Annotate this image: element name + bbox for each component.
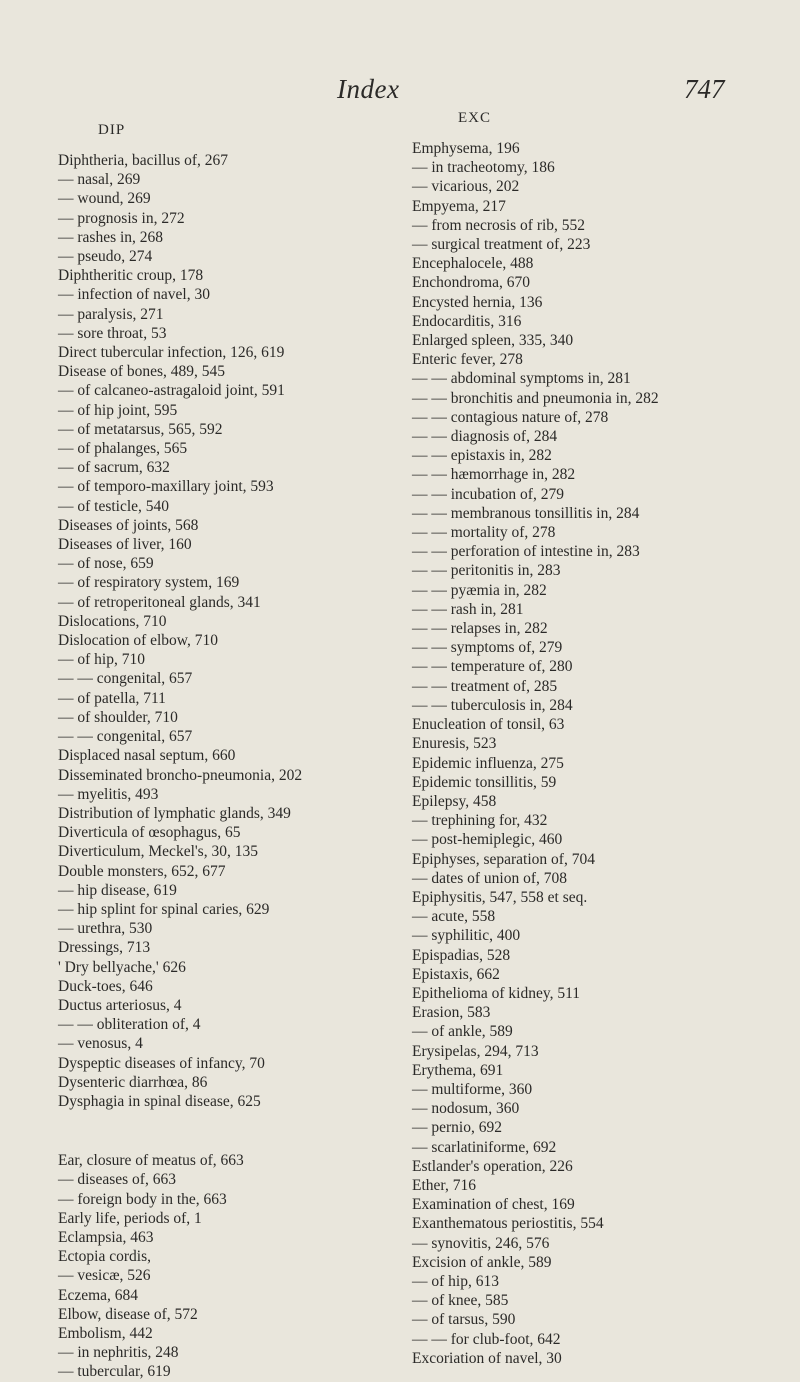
page-number: 747 <box>684 74 725 104</box>
index-entry: — myelitis, 493 <box>58 785 159 803</box>
index-entry: Diphtheria, bacillus of, 267 <box>58 152 229 169</box>
index-entry: — of ankle, 589 <box>412 1023 513 1041</box>
index-entry: Dressings, 713 <box>58 939 151 957</box>
index-entry: Exanthematous periostitis, 554 <box>412 1215 604 1233</box>
index-entry: — — for club-foot, 642 <box>412 1330 561 1348</box>
running-title: Index <box>337 74 400 104</box>
index-entry: — of phalanges, 565 <box>58 440 188 458</box>
index-entry: Eczema, 684 <box>58 1286 139 1304</box>
index-entry: — prognosis in, 272 <box>58 209 185 227</box>
index-entry: — surgical treatment of, 223 <box>412 236 591 254</box>
index-entry: — scarlatiniforme, 692 <box>412 1138 557 1156</box>
index-entry: Endocarditis, 316 <box>412 312 522 330</box>
index-entry: Enlarged spleen, 335, 340 <box>412 332 574 350</box>
index-entry: — of tarsus, 590 <box>412 1311 516 1329</box>
index-entry: Early life, periods of, 1 <box>58 1209 202 1227</box>
index-entry: — — abdominal symptoms in, 281 <box>412 370 631 388</box>
index-entry: Double monsters, 652, 677 <box>58 862 226 880</box>
index-entry: — — temperature of, 280 <box>412 658 573 676</box>
index-entry: Ear, closure of meatus of, 663 <box>58 1152 244 1170</box>
index-entry: — hip splint for spinal caries, 629 <box>58 900 270 918</box>
index-entry: Ectopia cordis, <box>58 1248 151 1266</box>
right-catchword: EXC <box>458 110 491 126</box>
index-entry: Epistaxis, 662 <box>412 965 500 983</box>
index-entry: — syphilitic, 400 <box>412 927 521 945</box>
index-entry: — — membranous tonsillitis in, 284 <box>412 504 640 522</box>
index-entry: — — incubation of, 279 <box>412 485 564 503</box>
index-entry: Eclampsia, 463 <box>58 1228 154 1246</box>
index-entry: — of sacrum, 632 <box>58 459 170 477</box>
index-entry: — synovitis, 246, 576 <box>412 1234 550 1252</box>
index-entry: — of testicle, 540 <box>58 497 170 515</box>
index-entry: — of hip, 613 <box>412 1272 499 1290</box>
index-entry: Erythema, 691 <box>412 1061 504 1079</box>
index-entry: — of patella, 711 <box>58 689 166 707</box>
index-entry: Displaced nasal septum, 660 <box>58 747 236 765</box>
index-entry: Dislocation of elbow, 710 <box>58 632 218 650</box>
index-entry: Diphtheritic croup, 178 <box>58 267 204 285</box>
index-entry: Dyspeptic diseases of infancy, 70 <box>58 1054 265 1072</box>
index-entry: — acute, 558 <box>412 908 496 926</box>
index-entry: Epidemic influenza, 275 <box>412 754 564 772</box>
index-entry: Emphysema, 196 <box>412 140 520 157</box>
index-entry: — — bronchitis and pneumonia in, 282 <box>412 389 659 407</box>
index-entry: Embolism, 442 <box>58 1324 153 1342</box>
index-entry: Dysenteric diarrhœa, 86 <box>58 1073 208 1091</box>
index-entry: — hip disease, 619 <box>58 881 177 899</box>
index-entry: Epispadias, 528 <box>412 946 511 964</box>
index-entry: — of respiratory system, 169 <box>58 574 240 592</box>
index-entry: — — perforation of intestine in, 283 <box>412 543 640 561</box>
left-entries-e <box>58 1151 358 1381</box>
index-entry: — in nephritis, 248 <box>58 1344 179 1362</box>
index-entry: Dislocations, 710 <box>58 612 167 630</box>
index-entry: Erasion, 583 <box>412 1004 491 1022</box>
index-entry: Diseases of liver, 160 <box>58 536 192 554</box>
index-entry: — of metatarsus, 565, 592 <box>58 420 223 438</box>
index-entry: Erysipelas, 294, 713 <box>412 1042 539 1060</box>
index-entry: — wound, 269 <box>58 190 151 208</box>
index-entry: — diseases of, 663 <box>58 1171 176 1189</box>
index-entry: Excision of ankle, 589 <box>412 1253 552 1271</box>
index-entry: — infection of navel, 30 <box>58 286 210 304</box>
index-entry: — from necrosis of rib, 552 <box>412 216 586 234</box>
index-entry: — vesicæ, 526 <box>58 1267 151 1285</box>
index-entry: Dysphagia in spinal disease, 625 <box>58 1092 261 1110</box>
index-entry: Examination of chest, 169 <box>412 1196 575 1214</box>
left-catchword: DIP <box>98 122 126 138</box>
index-entry: Enucleation of tonsil, 63 <box>412 716 565 734</box>
index-entry: Distribution of lymphatic glands, 349 <box>58 804 291 822</box>
index-entry: Ductus arteriosus, 4 <box>58 996 182 1014</box>
index-entry: — foreign body in the, 663 <box>58 1190 227 1208</box>
index-entry: Diseases of joints, 568 <box>58 516 199 534</box>
index-entry: — — pyæmia in, 282 <box>412 581 547 599</box>
index-entry: Encysted hernia, 136 <box>412 293 543 311</box>
index-entry: Epiphysitis, 547, 558 et seq. <box>412 888 588 906</box>
index-entry: — — mortality of, 278 <box>412 524 556 542</box>
index-entry: — — symptoms of, 279 <box>412 639 563 657</box>
left-column <box>58 122 358 1382</box>
index-entry: — of hip, 710 <box>58 651 145 669</box>
index-entry: — in tracheotomy, 186 <box>412 159 555 177</box>
index-entry: Direct tubercular infection, 126, 619 <box>58 344 285 362</box>
index-entry: Empyema, 217 <box>412 197 506 215</box>
index-entry: Diverticula of œsophagus, 65 <box>58 824 241 842</box>
index-entry: — post-hemiplegic, 460 <box>412 831 563 849</box>
index-entry: — — obliteration of, 4 <box>58 1016 201 1034</box>
index-entry: Elbow, disease of, 572 <box>58 1305 198 1323</box>
index-entry: Excoriation of navel, 30 <box>412 1349 562 1367</box>
right-column <box>412 110 784 1368</box>
index-entry: — venosus, 4 <box>58 1035 143 1053</box>
index-entry: — multiforme, 360 <box>412 1080 533 1098</box>
index-entry: — of hip joint, 595 <box>58 401 178 419</box>
index-entry: Diverticulum, Meckel's, 30, 135 <box>58 843 258 861</box>
index-entry: — of shoulder, 710 <box>58 708 178 726</box>
index-entry: Enuresis, 523 <box>412 735 497 753</box>
index-entry: — dates of union of, 708 <box>412 869 567 887</box>
index-entry: — nasal, 269 <box>58 171 141 189</box>
index-entry: Epilepsy, 458 <box>412 792 497 810</box>
index-entry: Epithelioma of kidney, 511 <box>412 984 581 1002</box>
index-entry: — sore throat, 53 <box>58 324 167 342</box>
index-entry: — of temporo-maxillary joint, 593 <box>58 478 274 496</box>
index-entry: Encephalocele, 488 <box>412 255 534 273</box>
index-entry: — trephining for, 432 <box>412 812 548 830</box>
index-entry: — — treatment of, 285 <box>412 677 558 695</box>
index-entry: — — epistaxis in, 282 <box>412 447 552 465</box>
index-entry: — urethra, 530 <box>58 920 153 938</box>
index-entry: — — congenital, 657 <box>58 728 193 746</box>
left-entries-d <box>58 151 358 1111</box>
index-entry: — — tuberculosis in, 284 <box>412 696 573 714</box>
index-entry: — — contagious nature of, 278 <box>412 408 609 426</box>
index-entry: Disseminated broncho-pneumonia, 202 <box>58 766 303 784</box>
index-entry: — of retroperitoneal glands, 341 <box>58 593 261 611</box>
index-entry: — paralysis, 271 <box>58 305 164 323</box>
index-entry: — — congenital, 657 <box>58 670 193 688</box>
index-entry: — — diagnosis of, 284 <box>412 428 558 446</box>
index-entry: Epiphyses, separation of, 704 <box>412 850 595 868</box>
index-entry: Disease of bones, 489, 545 <box>58 363 226 381</box>
index-entry: — nodosum, 360 <box>412 1100 520 1118</box>
index-entry: — — hæmorrhage in, 282 <box>412 466 576 484</box>
index-entry: Ether, 716 <box>412 1176 476 1194</box>
index-entry: — vicarious, 202 <box>412 178 520 196</box>
index-entry: — — rash in, 281 <box>412 600 524 618</box>
index-entry: Enteric fever, 278 <box>412 351 523 369</box>
index-entry: — of calcaneo-astragaloid joint, 591 <box>58 382 285 400</box>
index-entry: — — relapses in, 282 <box>412 620 548 638</box>
index-entry: Duck-toes, 646 <box>58 977 153 995</box>
index-entry: Estlander's operation, 226 <box>412 1157 573 1175</box>
index-entry: — rashes in, 268 <box>58 228 164 246</box>
index-entry: — — peritonitis in, 283 <box>412 562 561 580</box>
index-entry: Enchondroma, 670 <box>412 274 530 292</box>
index-entry: — of knee, 585 <box>412 1292 509 1310</box>
index-entry: — pernio, 692 <box>412 1119 502 1137</box>
index-entry: — tubercular, 619 <box>58 1363 171 1381</box>
index-entry: ' Dry bellyache,' 626 <box>58 958 186 976</box>
right-entries <box>412 139 784 1368</box>
index-entry: — of nose, 659 <box>58 555 154 573</box>
index-entry: — pseudo, 274 <box>58 248 153 266</box>
index-entry: Epidemic tonsillitis, 59 <box>412 773 557 791</box>
